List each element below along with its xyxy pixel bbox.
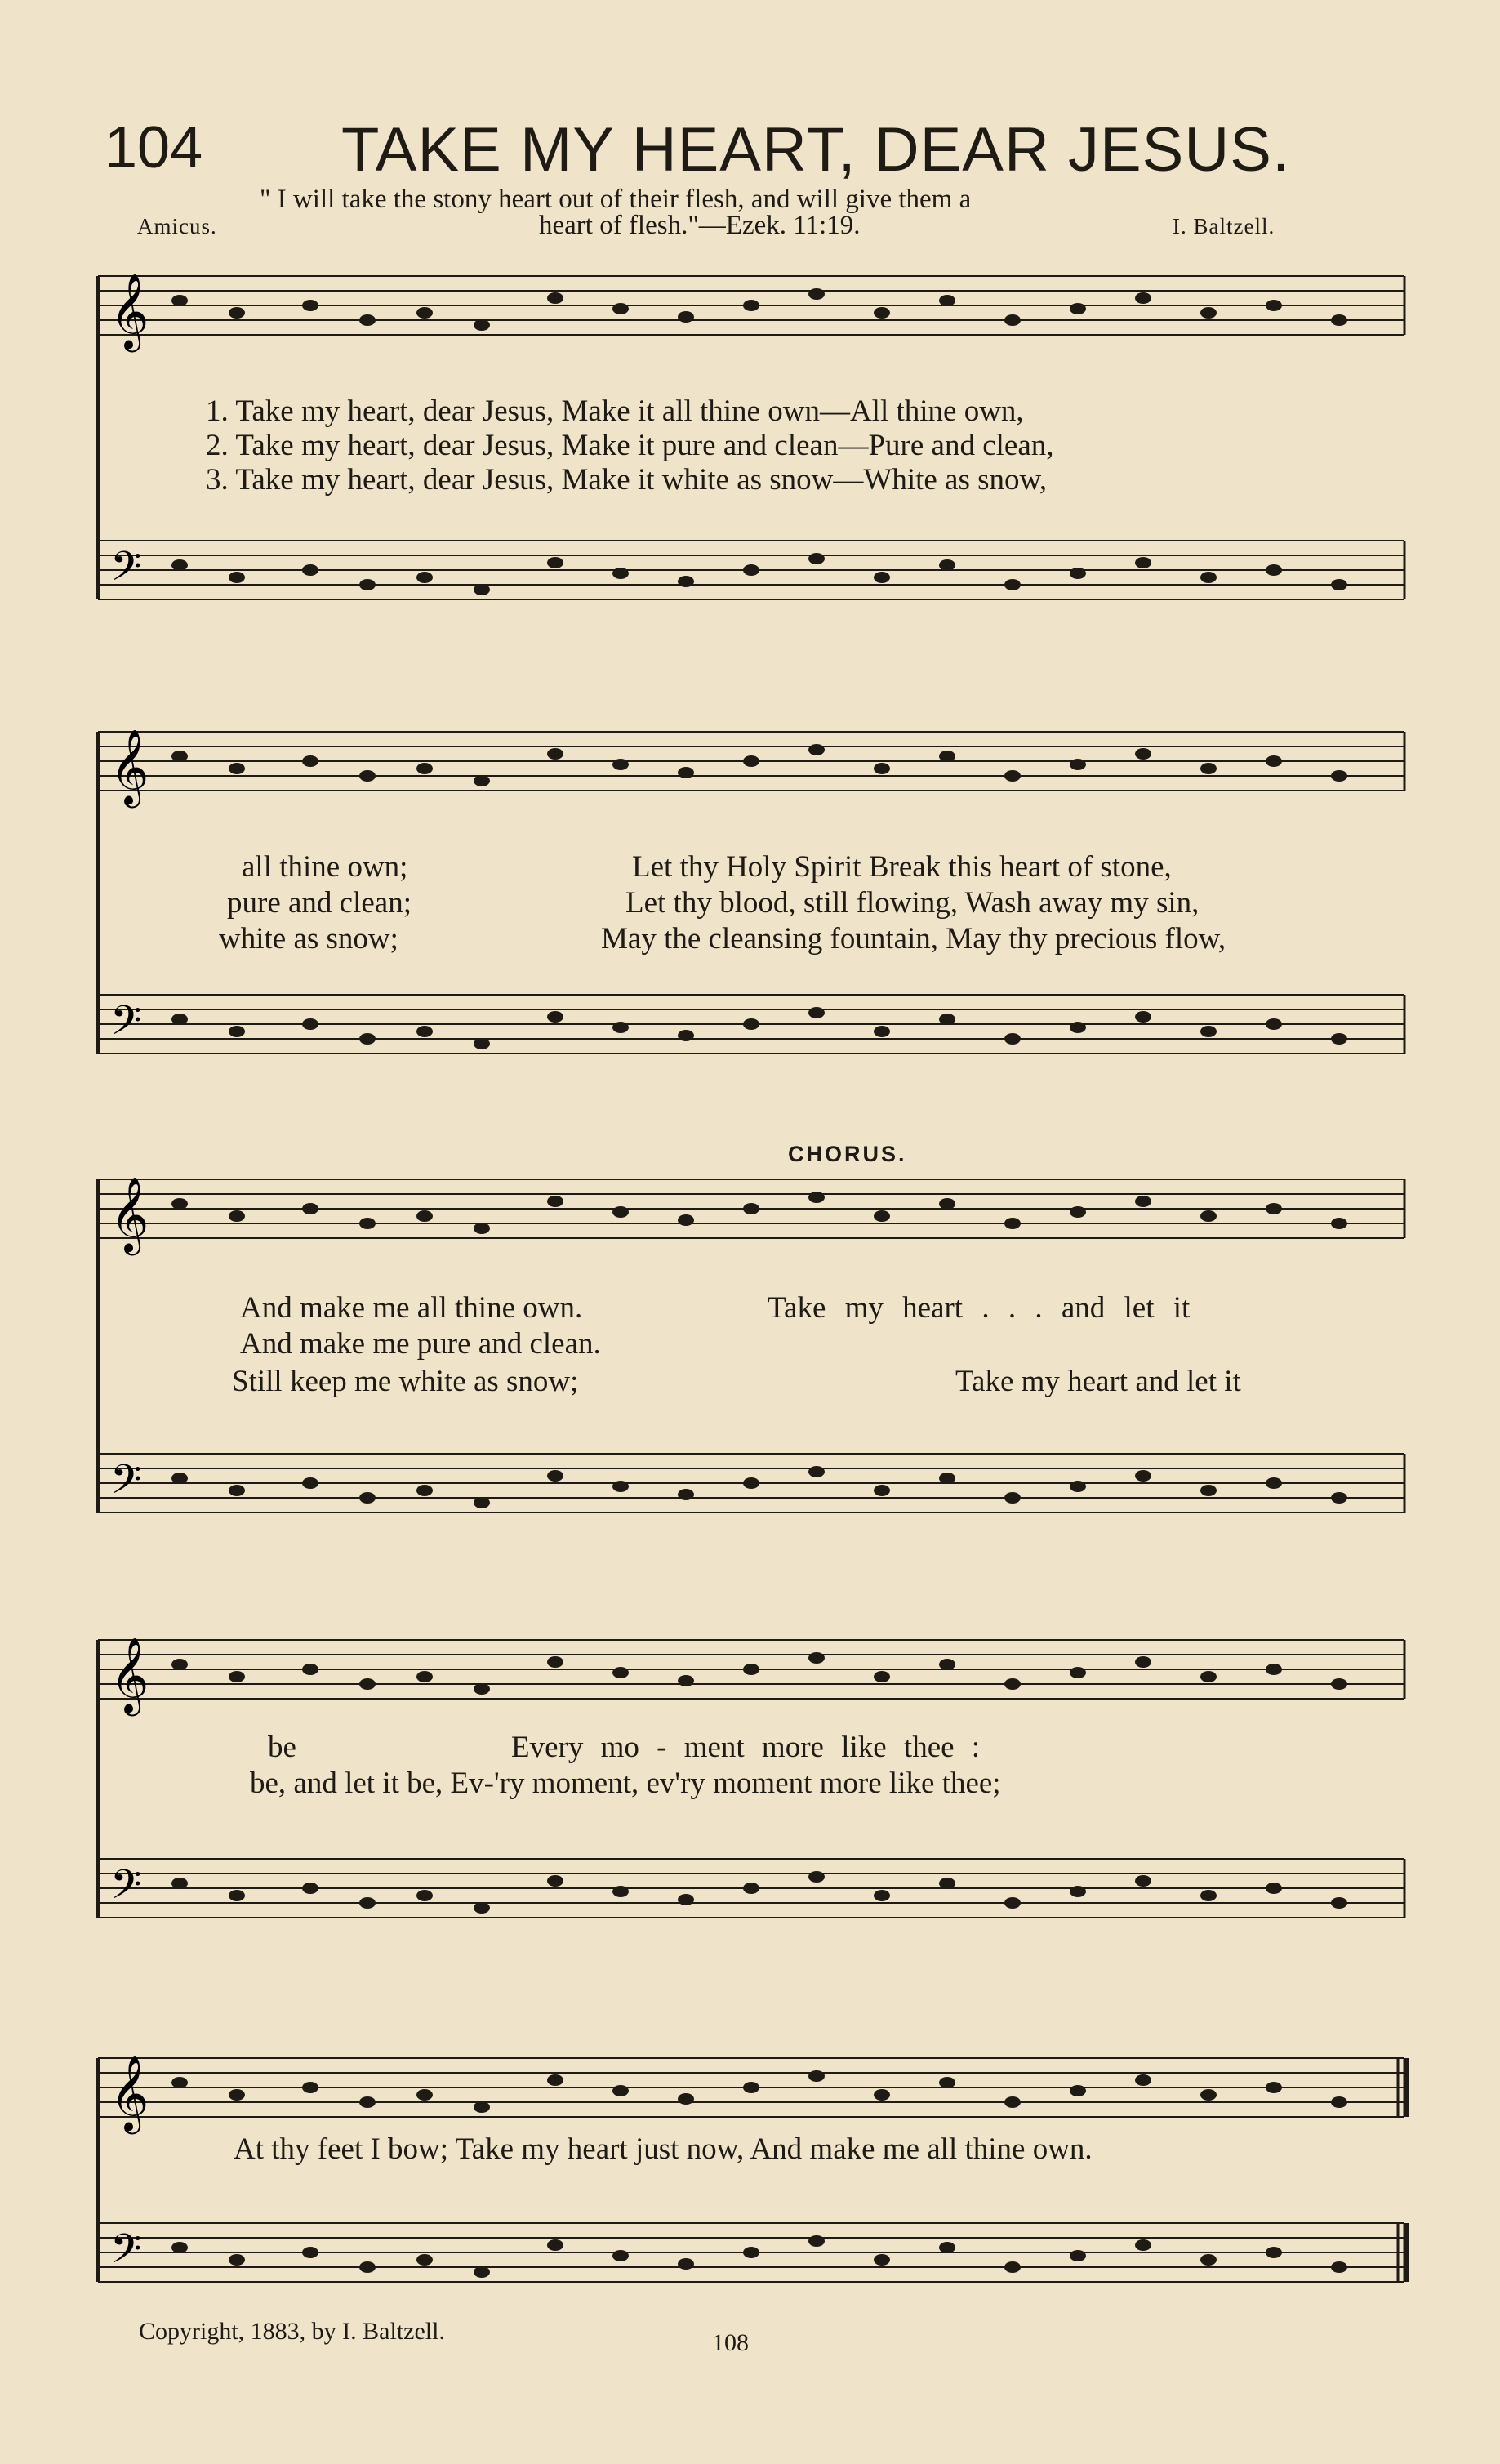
chorus-line-1-alt: Take my heart and let it xyxy=(955,1365,1241,1398)
verse-3-line-1: 3. Take my heart, dear Jesus, Make it white as snow—White as snow, xyxy=(206,463,1048,497)
composer-credit: I. Baltzell. xyxy=(1173,214,1275,238)
verse-1-line-2a: all thine own; xyxy=(242,850,408,884)
verse-3-line-3: Still keep me white as snow; xyxy=(232,1365,579,1398)
verse-3-line-2a: white as snow; xyxy=(219,922,398,956)
scripture-quote-line-2: heart of flesh."—Ezek. 11:19. xyxy=(539,211,861,240)
svg-text:𝄢: 𝄢 xyxy=(110,543,142,600)
chorus-line-3: At thy feet I bow; Take my heart just now, And make me all thine own. xyxy=(234,2132,1093,2166)
svg-text:𝄞: 𝄞 xyxy=(110,1637,149,1713)
svg-text:𝄞: 𝄞 xyxy=(110,273,149,349)
scripture-quote-line-1: " I will take the stony heart out of their flesh, and will give them a xyxy=(260,185,972,214)
svg-text:𝄢: 𝄢 xyxy=(110,1456,142,1513)
page-number: 108 xyxy=(712,2329,749,2356)
verse-1-line-2b: Let thy Holy Spirit Break this heart of stone, xyxy=(632,850,1172,884)
verse-2-line-2b: Let thy blood, still flowing, Wash away my sin, xyxy=(625,886,1200,920)
verse-1-line-3: And make me all thine own. xyxy=(240,1291,583,1325)
copyright-notice: Copyright, 1883, by I. Baltzell. xyxy=(139,2318,445,2345)
verse-2-line-2a: pure and clean; xyxy=(227,886,412,920)
tune-name: Amicus. xyxy=(137,214,217,238)
verse-2-line-3: And make me pure and clean. xyxy=(240,1327,601,1361)
svg-text:𝄢: 𝄢 xyxy=(110,1861,142,1918)
hymn-title: TAKE MY HEART, DEAR JESUS. xyxy=(341,115,1291,185)
chorus-label: CHORUS. xyxy=(788,1142,907,1166)
verse-2-line-1: 2. Take my heart, dear Jesus, Make it pure and clean—Pure and clean, xyxy=(206,429,1054,462)
verse-3-line-2b: May the cleansing fountain, May thy precious flow, xyxy=(601,922,1226,956)
chorus-line-1: Take my heart . . . and let it xyxy=(768,1291,1191,1325)
svg-text:𝄞: 𝄞 xyxy=(110,729,149,804)
verse-1-line-1: 1. Take my heart, dear Jesus, Make it all thine own—All thine own, xyxy=(206,394,1024,428)
svg-text:𝄢: 𝄢 xyxy=(110,997,142,1054)
svg-text:𝄞: 𝄞 xyxy=(110,2055,149,2131)
chorus-line-2-alt: be, and let it be, Ev-'ry moment, ev'ry moment more like thee; xyxy=(250,1767,1001,1800)
chorus-line-2b: Every mo - ment more like thee : xyxy=(511,1731,981,1764)
svg-text:𝄢: 𝄢 xyxy=(110,2226,142,2283)
hymn-number: 104 xyxy=(105,115,203,180)
chorus-line-2a: be xyxy=(268,1731,296,1764)
svg-text:𝄞: 𝄞 xyxy=(110,1176,149,1252)
